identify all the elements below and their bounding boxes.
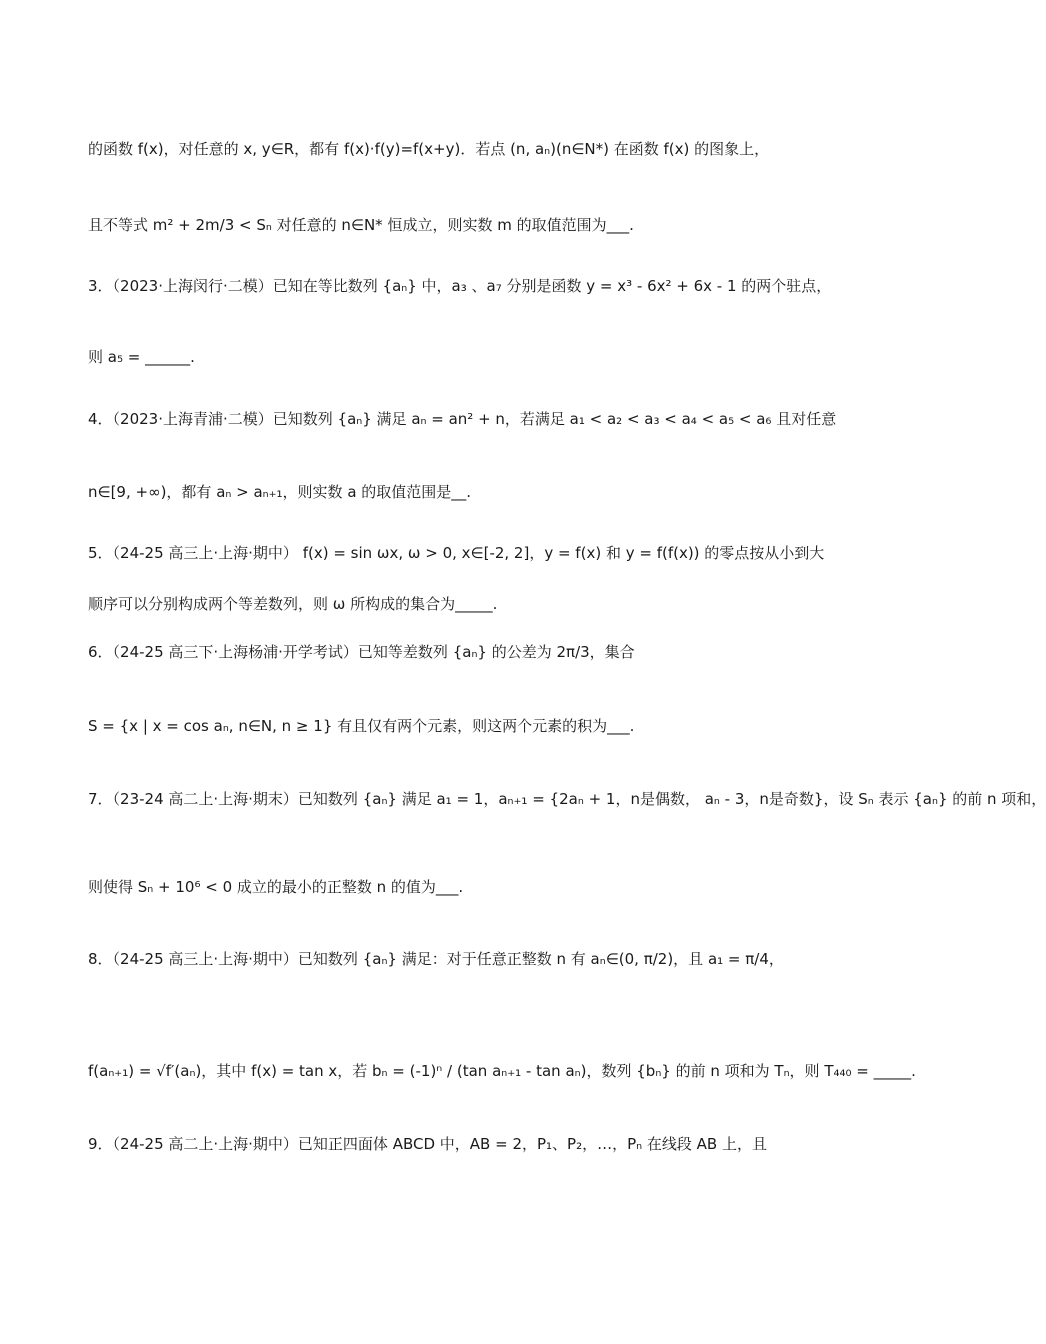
question-3	[88, 275, 870, 297]
question-8-cont	[88, 1060, 916, 1082]
question-3-text: 3．（2023·上海闵行·二模）已知在等比数列 {aₙ} 中，a₃ 、a₇ 分别是函数 y = x³ - 6x² + 6x - 1 的两个驻点，	[88, 277, 832, 295]
question-4-cont	[88, 481, 870, 503]
question-4-cont-text: n∈[9, +∞)，都有 aₙ > aₙ₊₁，则实数 a 的取值范围是__.	[88, 483, 472, 501]
question-5-cont	[88, 593, 870, 615]
question-3-cont-text: 则 a₅ = ______.	[88, 348, 195, 366]
question-7-cont-text: 则使得 Sₙ + 10⁶ < 0 成立的最小的正整数 n 的值为___.	[88, 878, 464, 896]
question-8-text: 8．（24-25 高三上·上海·期中）已知数列 {aₙ} 满足：对于任意正整数 n 有 aₙ∈(0, π/2)，且 a₁ = π/4，	[88, 950, 784, 968]
question-8	[88, 948, 870, 970]
question-3-cont	[88, 346, 870, 368]
question-4	[88, 408, 870, 430]
question-9	[88, 1133, 870, 1155]
question-6-text: 6．（24-25 高三下·上海杨浦·开学考试）已知等差数列 {aₙ} 的公差为 2π/3，集合	[88, 643, 635, 661]
question-9-text: 9．（24-25 高二上·上海·期中）已知正四面体 ABCD 中，AB = 2，P₁、P₂，…，Pₙ 在线段 AB 上，且	[88, 1135, 767, 1153]
line-2	[88, 214, 870, 236]
question-4-text: 4．（2023·上海青浦·二模）已知数列 {aₙ} 满足 aₙ = an² + n，若满足 a₁ < a₂ < a₃ < a₄ < a₅ < a₆ 且对任意	[88, 410, 837, 428]
question-6-cont-text: S = {x | x = cos aₙ, n∈N, n ≥ 1} 有且仅有两个元素，则这两个元素的积为___.	[88, 717, 635, 735]
question-5-cont-text: 顺序可以分别构成两个等差数列，则 ω 所构成的集合为_____.	[88, 595, 498, 613]
question-7-text: 7．（23-24 高二上·上海·期末）已知数列 {aₙ} 满足 a₁ = 1，aₙ₊₁ = {2aₙ + 1，n是偶数， aₙ - 3，n是奇数}，设 Sₙ 表示 {aₙ} 的前 n 项和，	[88, 790, 1046, 808]
question-5	[88, 542, 870, 564]
question-6-cont	[88, 715, 870, 737]
question-8-cont-text: f(aₙ₊₁) = √f′(aₙ)，其中 f(x) = tan x，若 bₙ = (-1)ⁿ / (tan aₙ₊₁ - tan aₙ)，数列 {bₙ} 的前 n 项和为 Tₙ，则 T₄₄₀ = _____.	[88, 1062, 916, 1080]
question-6	[88, 641, 870, 663]
line-2-text: 且不等式 m² + 2m/3 < Sₙ 对任意的 n∈N* 恒成立，则实数 m 的取值范围为___.	[88, 216, 634, 234]
question-7-cont	[88, 876, 870, 898]
line-1	[88, 138, 870, 160]
line-1-text: 的函数 f(x)，对任意的 x, y∈R，都有 f(x)·f(y)=f(x+y)．若点 (n, aₙ)(n∈N*) 在函数 f(x) 的图象上，	[88, 140, 770, 158]
question-7	[88, 788, 1046, 810]
question-5-text: 5．（24-25 高三上·上海·期中） f(x) = sin ωx, ω > 0, x∈[-2, 2]，y = f(x) 和 y = f(f(x)) 的零点按从小到大	[88, 544, 825, 562]
